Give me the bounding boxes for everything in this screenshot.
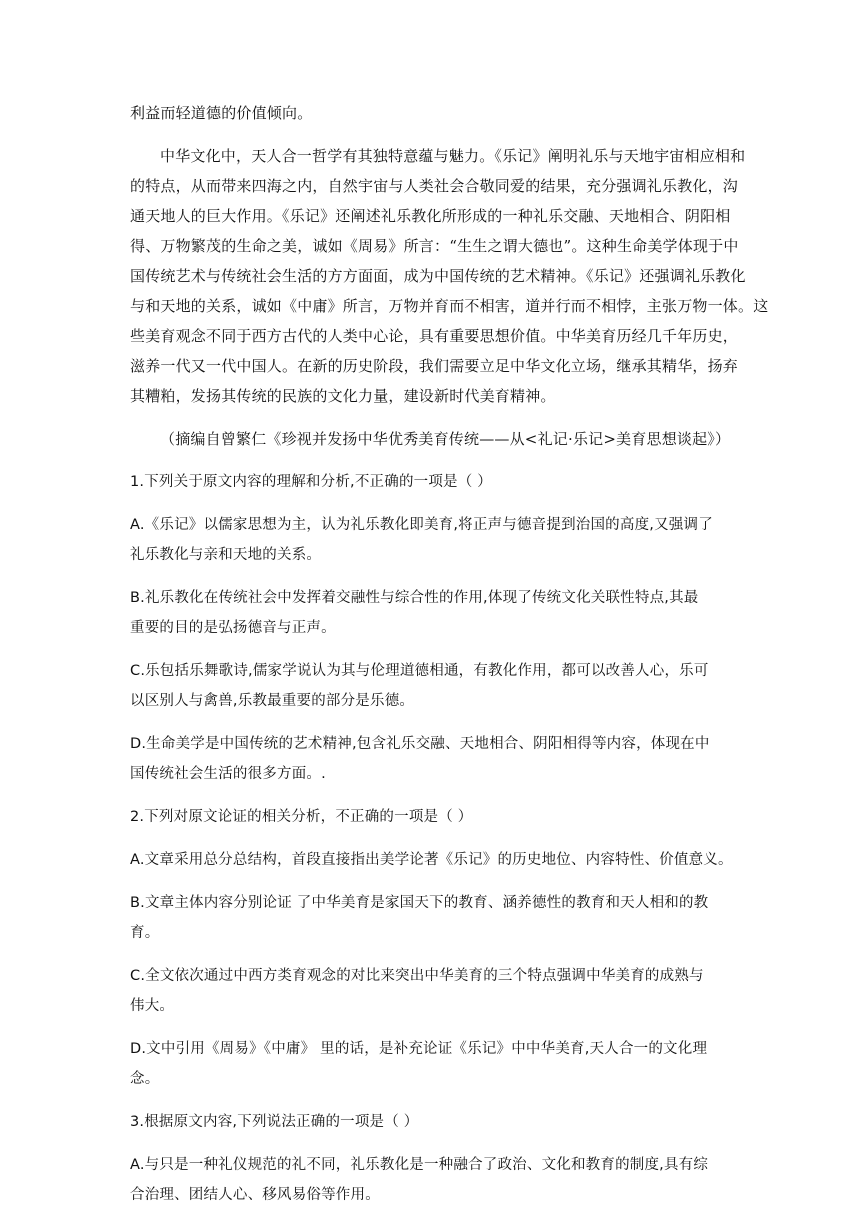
paragraph-line: 滋养一代又一代中国人。在新的历史阶段，我们需要立足中华文化立场，继承其精华，扬弃 — [130, 357, 739, 375]
spacer — [130, 1137, 732, 1150]
option-a: A.文章采用总分总结构，首段直接指出美学论著《乐记》的历史地位、内容特性、价值意义。 — [130, 852, 733, 868]
option-d: D.生命美学是中国传统的艺术精神,包含礼乐交融、天地相合、阴阳相得等内容，体现在中 — [130, 736, 710, 752]
option-a: A.与只是一种礼仪规范的礼不同，礼乐教化是一种融合了政治、文化和教育的制度,具有综 — [130, 1157, 709, 1173]
spacer — [130, 1094, 732, 1107]
passage-tail-line: 利益而轻道德的价值倾向。 — [130, 104, 313, 122]
spacer — [130, 643, 732, 656]
question-1 — [130, 467, 732, 789]
passage-paragraph — [130, 141, 769, 411]
option-c: C.乐包括乐舞歌诗,儒家学说认为其与伦理道德相通，有教化作用，都可以改善人心，乐可 — [130, 663, 709, 679]
option-d-cont: 国传统社会生活的很多方面。. — [130, 766, 326, 782]
spacer — [130, 948, 732, 961]
paragraph-line: 得、万物繁茂的生命之美，诚如《周易》所言：“生生之谓大德也”。这种生命美学体现于中 — [130, 237, 739, 255]
passage-source: （摘编自曾繁仁《珍视并发扬中华优秀美育传统——从<礼记·乐记>美育思想谈起》） — [160, 430, 731, 448]
paragraph-line: 国传统艺术与传统社会生活的方方面面，成为中国传统的艺术精神。《乐记》还强调礼乐教化 — [130, 267, 746, 285]
spacer — [130, 454, 732, 467]
option-b-cont: 重要的目的是弘扬德音与正声。 — [130, 620, 336, 636]
option-a-cont: 合治理、团结人心、移风易俗等作用。 — [130, 1187, 380, 1203]
spacer — [130, 411, 732, 424]
question-stem: 2.下列对原文论证的相关分析，不正确的一项是（ ） — [130, 809, 473, 825]
option-b: B.文章主体内容分别论证 了中华美育是家国天下的教育、涵养德性的教育和天人相和的教 — [130, 895, 709, 911]
option-b-cont: 育。 — [130, 925, 160, 941]
question-stem: 3.根据原文内容,下列说法正确的一项是（ ） — [130, 1114, 419, 1130]
spacer — [130, 832, 732, 845]
spacer — [130, 1021, 732, 1034]
paragraph-line: 通天地人的巨大作用。《乐记》还阐述礼乐教化所形成的一种礼乐交融、天地相合、阴阳相 — [130, 207, 731, 225]
spacer — [130, 128, 732, 141]
question-3 — [130, 1107, 732, 1210]
option-d: D.文中引用《周易》《中庸》 里的话，是补充论证《乐记》中中华美育,天人合一的文化理 — [130, 1041, 708, 1057]
option-d-cont: 念。 — [130, 1071, 160, 1087]
document-page — [130, 98, 769, 1210]
option-c-cont: 伟大。 — [130, 998, 175, 1014]
option-b: B.礼乐教化在传统社会中发挥着交融性与综合性的作用,体现了传统文化关联性特点,其最 — [130, 590, 699, 606]
question-stem: 1.下列关于原文内容的理解和分析,不正确的一项是（ ） — [130, 474, 492, 490]
spacer — [130, 570, 732, 583]
option-a: A.《乐记》以儒家思想为主，认为礼乐教化即美育,将正声与德音提到治国的高度,又强调了 — [130, 517, 713, 533]
option-c: C.全文依次通过中西方类育观念的对比来突出中华美育的三个特点强调中华美育的成熟与 — [130, 968, 704, 984]
spacer — [130, 875, 732, 888]
spacer — [130, 497, 732, 510]
paragraph-line: 与和天地的关系，诚如《中庸》所言，万物并育而不相害，道并行而不相悖，主张万物一体。这 — [130, 297, 769, 315]
option-a-cont: 礼乐教化与亲和天地的关系。 — [130, 547, 322, 563]
option-c-cont: 以区别人与禽兽,乐教最重要的部分是乐德。 — [130, 693, 415, 709]
paragraph-line: 些美育观念不同于西方古代的人类中心论，具有重要思想价值。中华美育历经几千年历史， — [130, 327, 739, 345]
question-2 — [130, 802, 732, 1094]
paragraph-line: 中华文化中，天人合一哲学有其独特意蕴与魅力。《乐记》阐明礼乐与天地宇宙相应相和 — [160, 147, 746, 165]
paragraph-line: 其糟粕，发扬其传统的民族的文化力量，建设新时代美育精神。 — [130, 387, 556, 405]
spacer — [130, 789, 732, 802]
spacer — [130, 716, 732, 729]
paragraph-line: 的特点，从而带来四海之内，自然宇宙与人类社会合敬同爱的结果，充分强调礼乐教化，沟 — [130, 177, 739, 195]
